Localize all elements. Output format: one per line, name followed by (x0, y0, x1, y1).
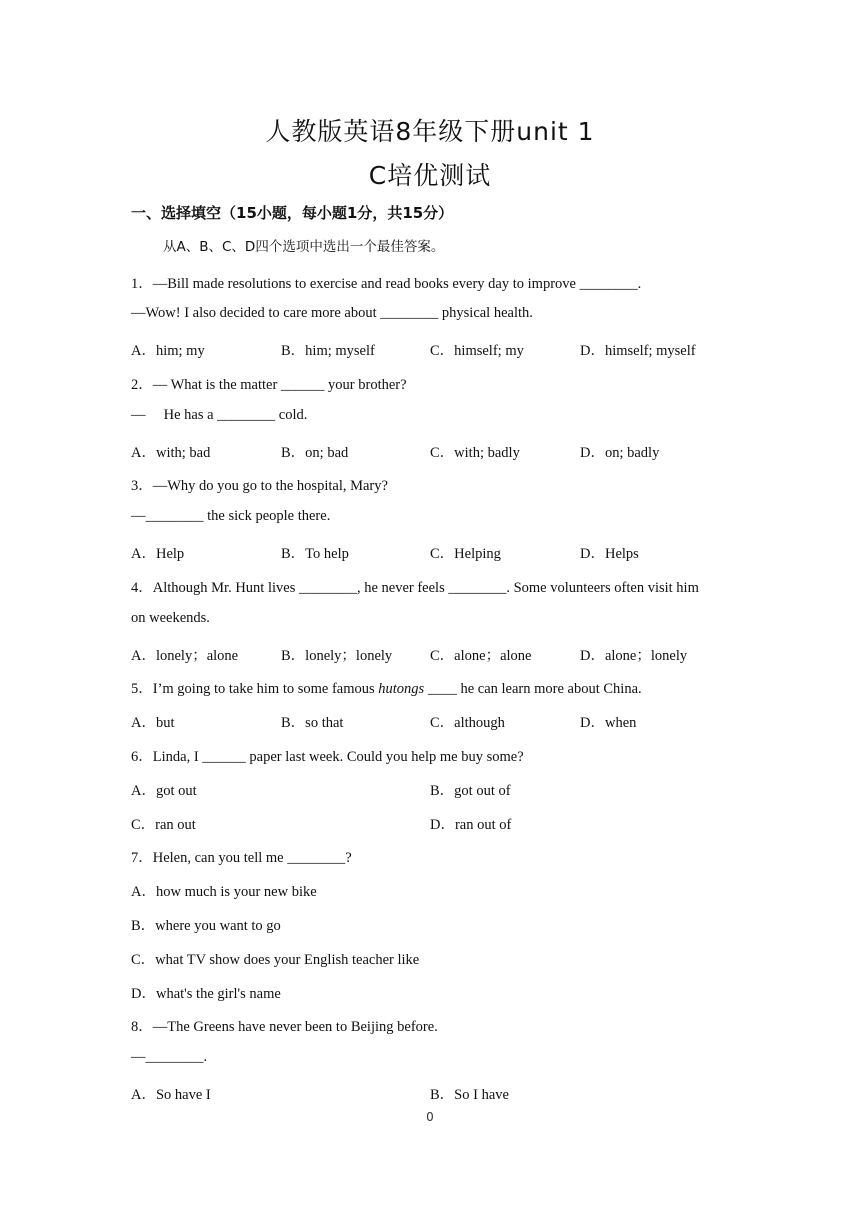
question-8-stem: 8．—The Greens have never been to Beijing before. (131, 1019, 438, 1035)
question-4-option-a: A．lonely；alone (131, 648, 239, 664)
section-heading: 一、选择填空（15小题，每小题1分，共15分） (131, 204, 454, 222)
question-3-option-b: B．To help (281, 546, 349, 562)
question-6-option-d: D．ran out of (430, 817, 512, 833)
question-5-stem-pre: 5．I’m going to take him to some famous (131, 681, 379, 697)
question-6-stem: 6．Linda, I ______ paper last week. Could you help me buy some? (131, 749, 524, 765)
question-1-option-c: C．himself; my (430, 343, 524, 359)
question-5-option-d: D．when (580, 715, 637, 731)
question-2-option-a: A．with; bad (131, 445, 211, 461)
question-7-option-a: A．how much is your new bike (131, 884, 317, 900)
question-4-stem: 4．Although Mr. Hunt lives ________, he never feels ________. Some volunteers often visit him (131, 580, 699, 596)
question-4-option-d: D．alone；lonely (580, 648, 688, 664)
title-line-1: 人教版英语8年级下册unit 1 (265, 117, 595, 146)
question-2-stem: 2．— What is the matter ______ your brother? (131, 377, 407, 393)
question-8-stem-2: —________. (131, 1049, 208, 1065)
question-1-option-b: B．him; myself (281, 343, 375, 359)
instruction: 从A、B、C、D四个选项中选出一个最佳答案。 (163, 239, 445, 255)
title-line-2: C培优测试 (368, 161, 492, 190)
question-7-option-b: B．where you want to go (131, 918, 281, 934)
question-2-option-d: D．on; badly (580, 445, 660, 461)
question-5-option-a: A．but (131, 715, 175, 731)
question-1-option-d: D．himself; myself (580, 343, 696, 359)
question-7-stem: 7．Helen, can you tell me ________? (131, 850, 352, 866)
question-3-option-c: C．Helping (430, 546, 501, 562)
question-3-stem: 3．—Why do you go to the hospital, Mary? (131, 478, 388, 494)
question-2-option-b: B．on; bad (281, 445, 349, 461)
question-5-stem-italic: hutongs (378, 681, 425, 697)
question-3-option-a: A．Help (131, 546, 185, 562)
question-6-option-c: C．ran out (131, 817, 196, 833)
question-7-option-d: D．what's the girl's name (131, 986, 281, 1002)
question-1-stem-2: —Wow! I also decided to care more about ________ physical health. (131, 305, 533, 321)
question-2-option-c: C．with; badly (430, 445, 520, 461)
question-7-option-c: C．what TV show does your English teacher like (131, 952, 420, 968)
question-5-option-c: C．although (430, 715, 505, 731)
question-8-option-b: B．So I have (430, 1087, 509, 1103)
question-4-option-c: C．alone；alone (430, 648, 532, 664)
question-3-stem-2: —________ the sick people there. (131, 508, 331, 524)
question-5-stem (131, 677, 642, 698)
page-number: 0 (426, 1110, 434, 1124)
question-6-option-a: A．got out (131, 783, 197, 799)
question-6-option-b: B．got out of (430, 783, 511, 799)
question-1-option-a: A．him; my (131, 343, 205, 359)
question-2-stem-2: — He has a ________ cold. (131, 407, 308, 423)
question-1-stem: 1．—Bill made resolutions to exercise and read books every day to improve ________. (131, 276, 642, 292)
question-4-stem-2: on weekends. (131, 610, 210, 626)
question-5-stem-post: ____ he can learn more about China. (424, 681, 642, 697)
question-3-option-d: D．Helps (580, 546, 639, 562)
question-4-option-b: B．lonely；lonely (281, 648, 393, 664)
question-5-option-b: B．so that (281, 715, 344, 731)
question-8-option-a: A．So have I (131, 1087, 211, 1103)
